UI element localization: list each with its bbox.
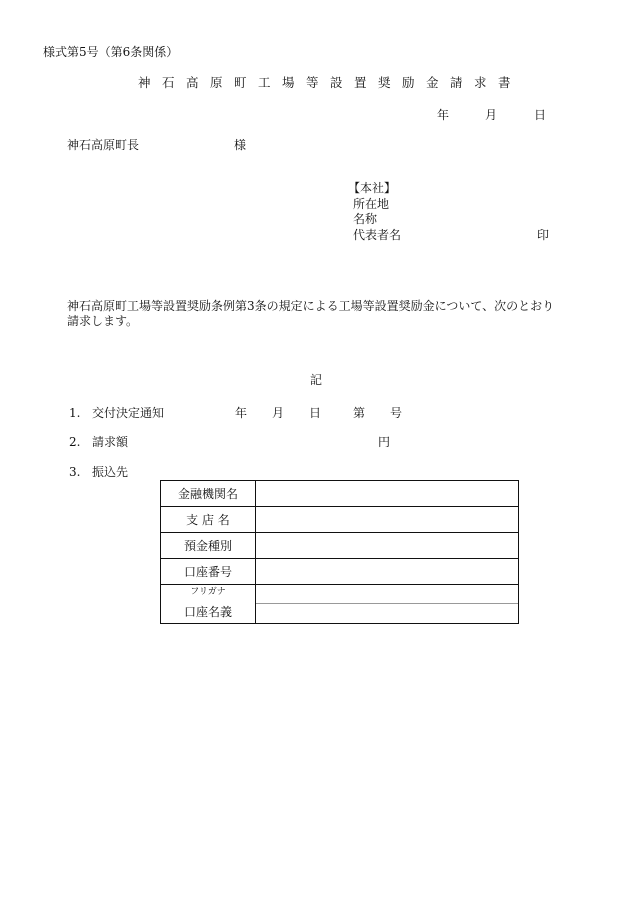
item-number: 3. (69, 465, 81, 479)
date-year: 年 (437, 108, 450, 122)
applicant-header: 【本社】 (348, 181, 397, 195)
table-row (161, 533, 519, 559)
title-char: 町 (234, 75, 247, 90)
date-day: 日 (534, 108, 547, 122)
item-label: 請求額 (92, 435, 129, 449)
item-day: 日 (309, 406, 322, 420)
item-number: 2. (69, 435, 81, 449)
account-name-label-cell (161, 585, 256, 624)
form-number: 様式第5号（第6条関係） (43, 45, 179, 59)
table-row (161, 559, 519, 585)
account-name-field[interactable] (256, 604, 518, 623)
addressee-name: 神石高原町長 (67, 138, 140, 152)
table-row (161, 481, 519, 507)
item-year: 年 (235, 406, 248, 420)
title-char: 請 (450, 75, 463, 90)
furigana-field[interactable] (256, 585, 518, 604)
request-body-text: 神石高原町工場等設置奨励条例第3条の規定による工場等設置奨励金について、次のとおり請求します。 (67, 299, 555, 328)
title-char: 石 (162, 75, 175, 90)
item-dai: 第 (353, 406, 366, 420)
title-char: 置 (354, 75, 367, 90)
title-char: 場 (282, 75, 295, 90)
bank-account-table (160, 480, 519, 624)
item-label: 交付決定通知 (92, 406, 165, 420)
title-char: 高 (186, 75, 199, 90)
table-row (161, 585, 519, 624)
table-row (161, 507, 519, 533)
bank-name-label: 金融機関名 (161, 481, 256, 507)
item-number: 1. (69, 406, 81, 420)
title-char: 金 (426, 75, 439, 90)
title-char: 工 (258, 75, 271, 90)
address-label: 所在地 (353, 197, 390, 211)
account-number-label: 口座番号 (161, 559, 256, 585)
account-name-label: 口座名義 (183, 605, 232, 619)
bank-name-field[interactable] (256, 481, 519, 507)
addressee-honorific: 様 (234, 138, 247, 152)
deposit-type-label: 預金種別 (161, 533, 256, 559)
representative-label: 代表者名 (353, 228, 402, 242)
account-name-cell (256, 585, 519, 624)
seal-mark: 印 (537, 228, 550, 242)
title-char: 励 (402, 75, 415, 90)
account-number-field[interactable] (256, 559, 519, 585)
item-go: 号 (390, 406, 403, 420)
ki-heading: 記 (310, 373, 323, 387)
title-char: 設 (330, 75, 343, 90)
name-label: 名称 (353, 212, 378, 226)
item-label: 振込先 (92, 465, 129, 479)
branch-name-label: 支 店 名 (161, 507, 256, 533)
deposit-type-field[interactable] (256, 533, 519, 559)
date-month: 月 (485, 108, 498, 122)
branch-name-field[interactable] (256, 507, 519, 533)
furigana-label: フリガナ (190, 587, 226, 597)
title-char: 等 (306, 75, 319, 90)
title-char: 神 (138, 75, 151, 90)
title-char: 奨 (378, 75, 391, 90)
item-yen: 円 (378, 435, 391, 449)
item-month: 月 (272, 406, 285, 420)
title-char: 原 (210, 75, 223, 90)
title-char: 書 (498, 75, 511, 90)
title-char: 求 (474, 75, 487, 90)
